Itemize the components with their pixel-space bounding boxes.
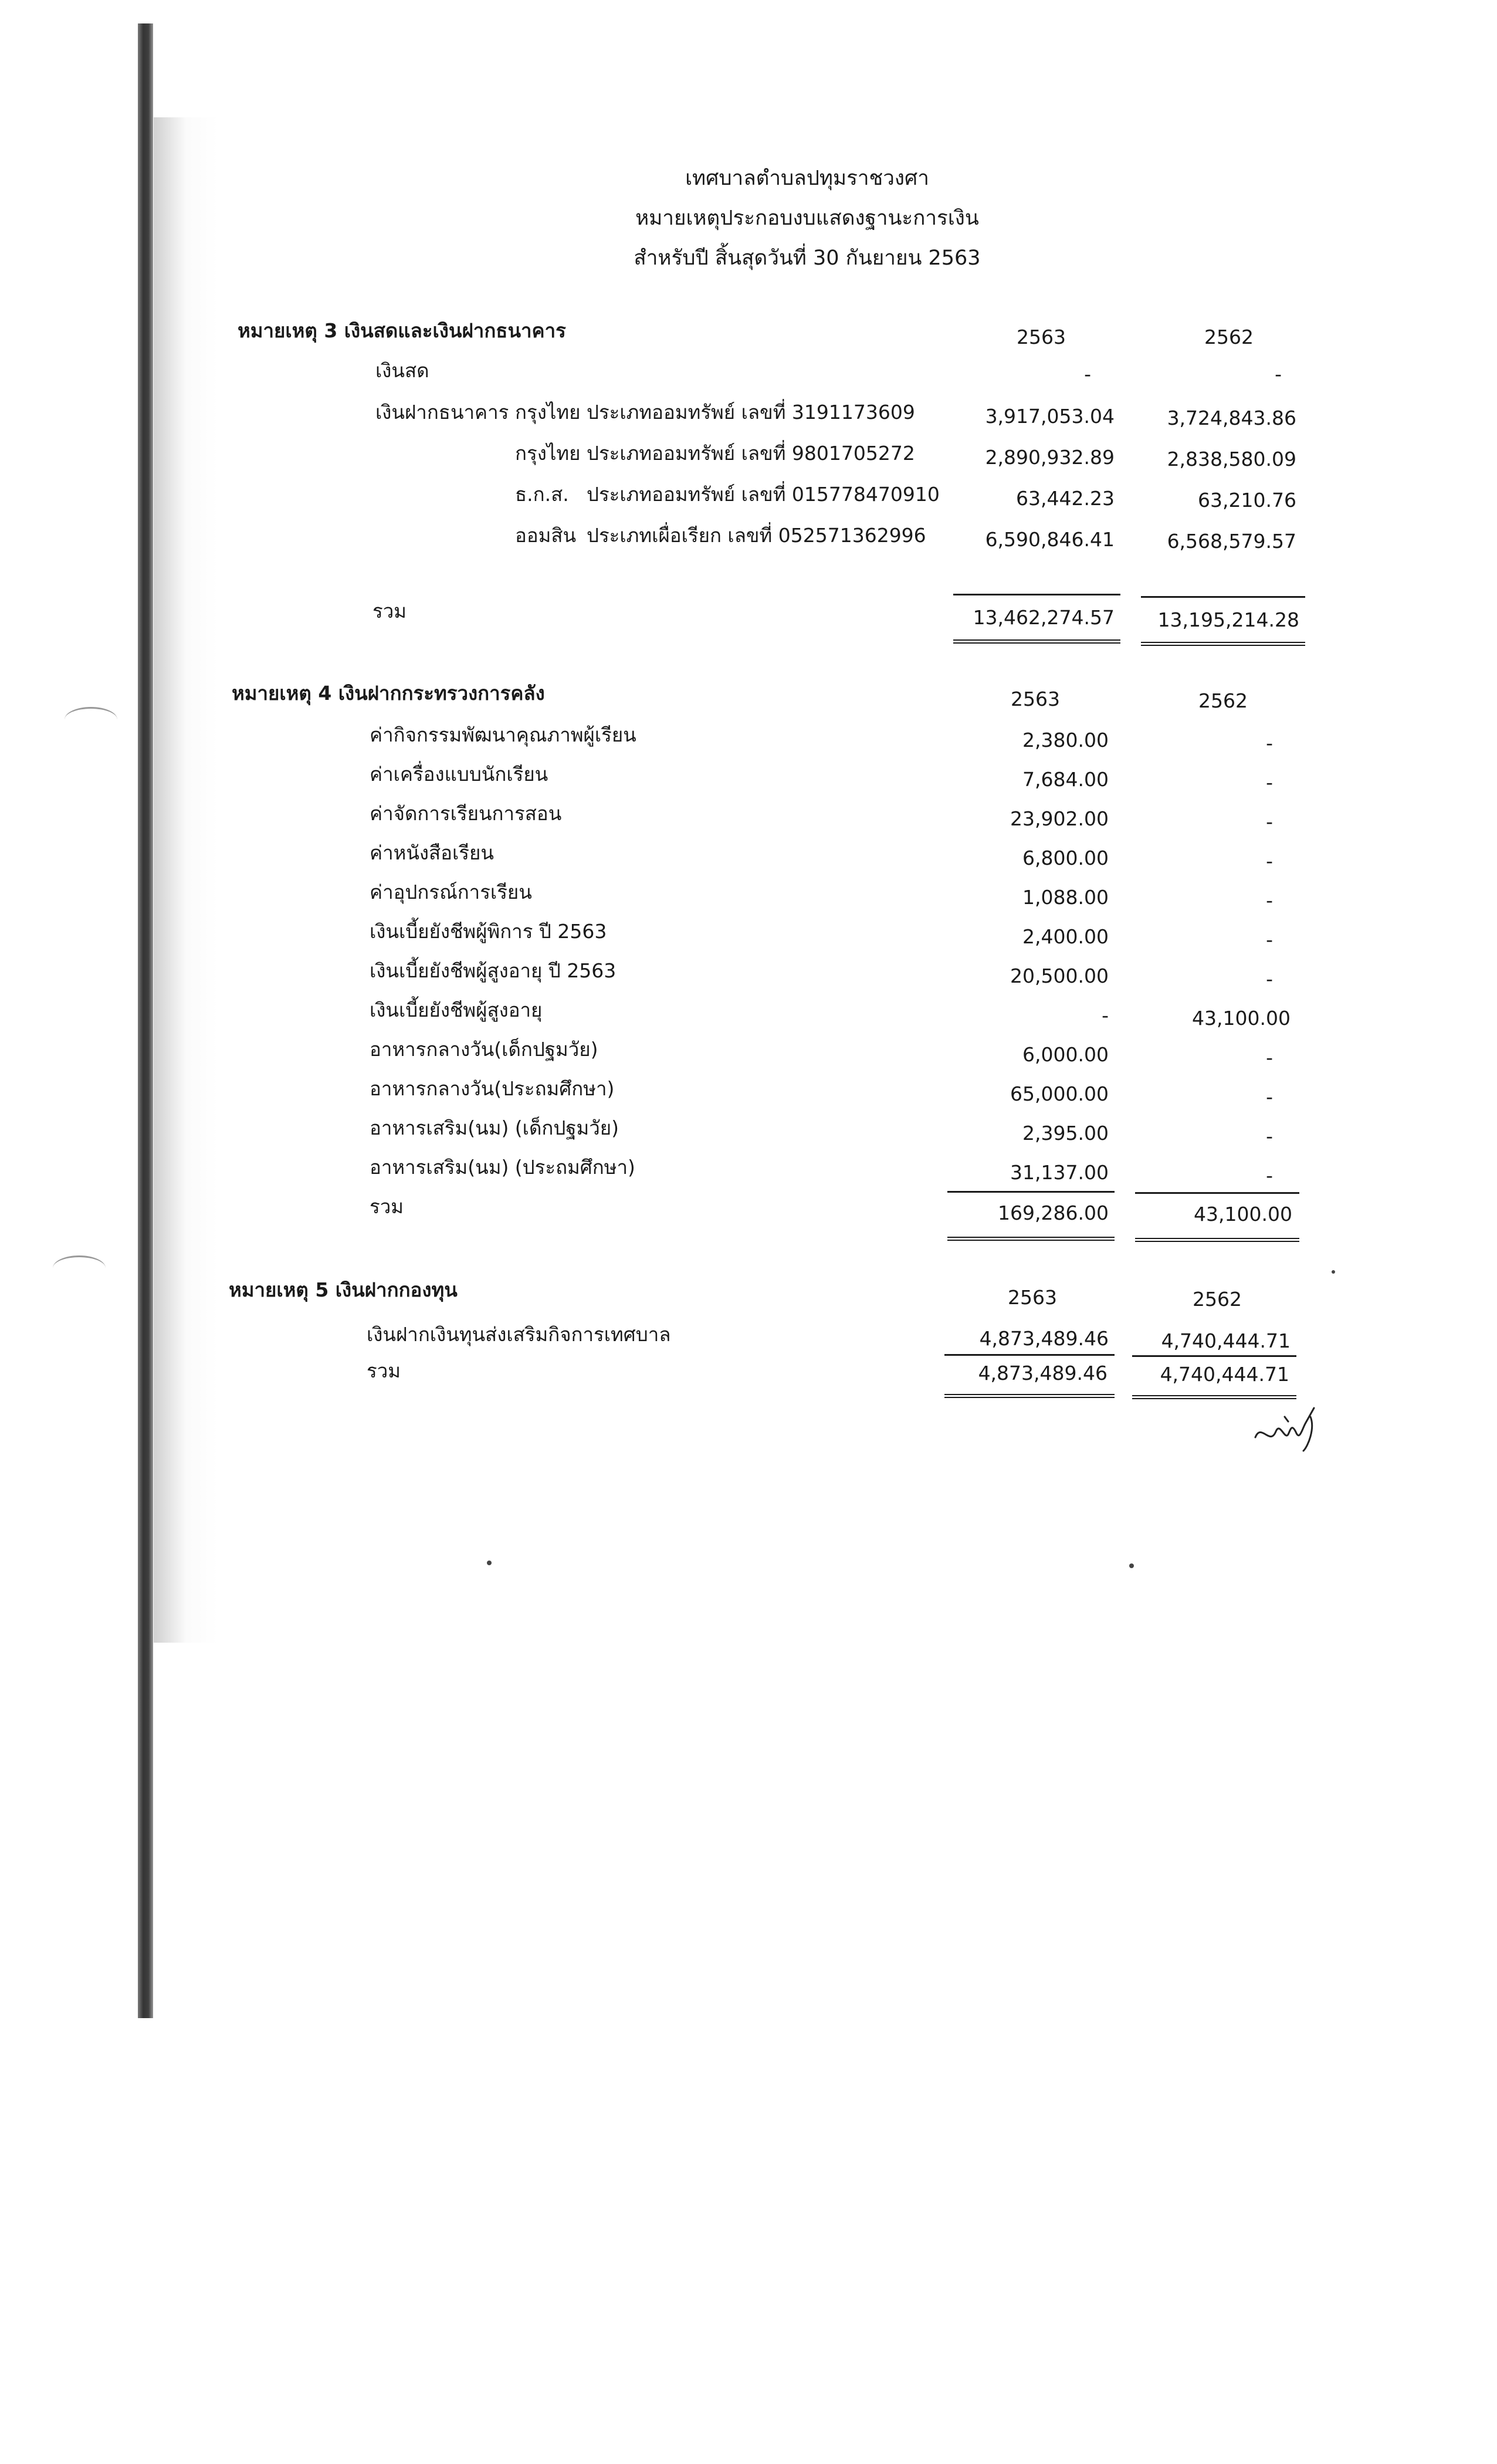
note3-row-current: 63,442.23	[1016, 487, 1115, 510]
note3-row-desc: ประเภทเผื่อเรียก เลขที่ 052571362996	[587, 524, 926, 547]
note3-row-bank: ออมสิน	[515, 524, 577, 547]
note4-row-prior: -	[1266, 732, 1273, 754]
note4-row-prior: -	[1266, 1046, 1273, 1069]
note4-row-prior: -	[1266, 1085, 1273, 1108]
note3-row-desc: ประเภทออมทรัพย์ เลขที่ 3191173609	[587, 401, 915, 424]
note4-row-current: 2,395.00	[1022, 1122, 1109, 1145]
note4-row-prior: -	[1266, 810, 1273, 833]
note3-total-prior-box	[1141, 596, 1305, 646]
note3-total-label: รวม	[372, 600, 407, 622]
note3-total-current-box	[953, 594, 1120, 644]
note3-total-prior: 13,195,214.28	[1157, 608, 1299, 631]
note4-title: หมายเหตุ 4 เงินฝากกระทรวงการคลัง	[232, 682, 545, 705]
note3-row-current: 6,590,846.41	[985, 528, 1115, 551]
note4-row-label: ค่าหนังสือเรียน	[370, 841, 494, 864]
note3-title: หมายเหตุ 3 เงินสดและเงินฝากธนาคาร	[238, 319, 566, 342]
note4-row-prior: -	[1266, 1125, 1273, 1148]
note4-row-prior: -	[1266, 928, 1273, 951]
scan-speck	[487, 1561, 492, 1565]
note4-total-prior: 43,100.00	[1194, 1203, 1292, 1226]
punch-hole-mark	[65, 707, 117, 732]
note4-row-prior: -	[1266, 771, 1273, 794]
note4-row-label: ค่าเครื่องแบบนักเรียน	[370, 763, 548, 786]
note4-year-current: 2563	[1011, 688, 1060, 710]
binding-shadow	[154, 117, 218, 1643]
note5-total-prior: 4,740,444.71	[1160, 1363, 1289, 1386]
note4-row-prior: 43,100.00	[1192, 1007, 1291, 1030]
note3-row-desc: ประเภทออมทรัพย์ เลขที่ 015778470910	[587, 483, 940, 506]
note4-row-label: ค่าอุปกรณ์การเรียน	[370, 881, 532, 903]
note4-row-current: 2,380.00	[1022, 729, 1109, 752]
note3-total-current: 13,462,274.57	[973, 606, 1115, 629]
note4-row-current: 31,137.00	[1010, 1161, 1109, 1184]
note5-year-prior: 2562	[1193, 1288, 1242, 1311]
note3-row-prior: 63,210.76	[1198, 489, 1296, 512]
note4-row-current: -	[1102, 1004, 1109, 1027]
note4-row-prior: -	[1266, 849, 1273, 872]
note4-row-current: 1,088.00	[1022, 886, 1109, 909]
note3-row-bank: กรุงไทย	[515, 442, 581, 465]
note3-cash-current: -	[1084, 363, 1091, 385]
header-notes-title: หมายเหตุประกอบงบแสดงฐานะการเงิน	[635, 207, 979, 230]
note4-row-current: 7,684.00	[1022, 768, 1109, 791]
note4-total-current: 169,286.00	[998, 1201, 1109, 1224]
note4-row-label: อาหารเสริม(นม) (ประถมศึกษา)	[370, 1156, 635, 1179]
note3-cash-label: เงินสด	[375, 359, 429, 382]
note4-row-current: 23,902.00	[1010, 807, 1109, 830]
note3-row-prior: 6,568,579.57	[1167, 530, 1296, 553]
scan-speck	[1129, 1563, 1134, 1568]
note5-total-current: 4,873,489.46	[978, 1362, 1107, 1385]
note4-total-prior-box	[1135, 1192, 1299, 1242]
header-period: สำหรับปี สิ้นสุดวันที่ 30 กันยายน 2563	[634, 246, 981, 270]
note4-row-label: ค่ากิจกรรมพัฒนาคุณภาพผู้เรียน	[370, 723, 636, 746]
note4-row-current: 2,400.00	[1022, 925, 1109, 948]
scan-speck	[1332, 1270, 1335, 1274]
note5-total-prior-box	[1132, 1355, 1296, 1399]
note5-row-current: 4,873,489.46	[979, 1327, 1109, 1350]
note5-title: หมายเหตุ 5 เงินฝากกองทุน	[229, 1278, 458, 1301]
document-header	[0, 158, 1497, 278]
note4-year-prior: 2562	[1198, 689, 1248, 712]
note4-row-label: อาหารเสริม(นม) (เด็กปฐมวัย)	[370, 1116, 619, 1139]
note5-total-current-box	[944, 1354, 1115, 1398]
note4-row-current: 65,000.00	[1010, 1082, 1109, 1105]
note4-row-current: 6,800.00	[1022, 847, 1109, 869]
note3-row-prior: 2,838,580.09	[1167, 448, 1296, 471]
note5-row-label: เงินฝากเงินทุนส่งเสริมกิจการเทศบาล	[367, 1323, 671, 1346]
punch-hole-mark	[53, 1255, 106, 1281]
note4-row-label: เงินเบี้ยยังชีพผู้พิการ ปี 2563	[370, 920, 607, 943]
note4-row-label: เงินเบี้ยยังชีพผู้สูงอายุ	[370, 999, 543, 1021]
note4-row-current: 6,000.00	[1022, 1043, 1109, 1066]
note4-row-current: 20,500.00	[1010, 964, 1109, 987]
note4-row-label: อาหารกลางวัน(ประถมศึกษา)	[370, 1077, 615, 1100]
note4-row-prior: -	[1266, 1164, 1273, 1187]
note5-total-label: รวม	[367, 1359, 401, 1382]
note4-row-label: เงินเบี้ยยังชีพผู้สูงอายุ ปี 2563	[370, 959, 617, 982]
note4-total-label: รวม	[370, 1195, 404, 1218]
note3-row-bank: ธ.ก.ส.	[515, 483, 569, 506]
note3-year-current: 2563	[1017, 326, 1066, 348]
note3-year-prior: 2562	[1204, 326, 1254, 348]
note4-row-label: อาหารกลางวัน(เด็กปฐมวัย)	[370, 1038, 598, 1061]
note3-row-bank: กรุงไทย	[515, 401, 581, 424]
note3-cash-prior: -	[1275, 363, 1282, 385]
note3-row-current: 2,890,932.89	[985, 446, 1115, 469]
note3-deposit-label: เงินฝากธนาคาร	[375, 401, 509, 424]
note5-year-current: 2563	[1008, 1286, 1057, 1309]
header-municipality: เทศบาลตำบลปทุมราชวงศา	[685, 167, 929, 190]
note3-row-current: 3,917,053.04	[985, 405, 1115, 428]
handwritten-signature	[1249, 1405, 1326, 1458]
note3-row-desc: ประเภทออมทรัพย์ เลขที่ 9801705272	[587, 442, 915, 465]
note5-row-prior: 4,740,444.71	[1161, 1329, 1291, 1352]
note4-row-prior: -	[1266, 967, 1273, 990]
note4-total-current-box	[947, 1191, 1115, 1241]
note3-row-prior: 3,724,843.86	[1167, 407, 1296, 429]
binding-strip	[138, 23, 153, 2018]
note4-row-prior: -	[1266, 889, 1273, 912]
note4-row-label: ค่าจัดการเรียนการสอน	[370, 802, 562, 825]
